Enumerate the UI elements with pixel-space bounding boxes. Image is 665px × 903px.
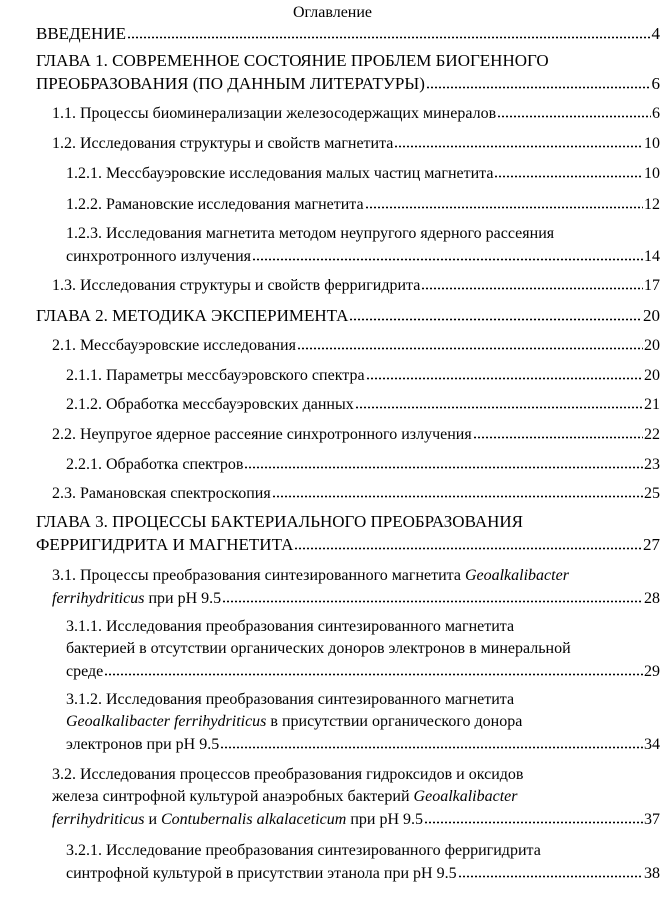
toc-page-number: 17 (644, 277, 660, 294)
leader-dots (458, 862, 643, 878)
toc-page-number: 38 (644, 865, 660, 882)
leader-dots (297, 334, 643, 350)
leader-dots (366, 364, 643, 380)
toc-entry-chapter-2[interactable] (36, 304, 660, 327)
toc-entry-text: ГЛАВА 1. СОВРЕМЕННОЕ СОСТОЯНИЕ ПРОБЛЕМ БИОГЕННОГО (36, 51, 549, 70)
leader-dots (494, 162, 643, 178)
leader-dots (394, 132, 643, 148)
leader-dots (252, 245, 643, 261)
toc-entry-2-3[interactable] (52, 482, 660, 505)
toc-entry-3-1-2[interactable] (66, 689, 660, 756)
toc-page-number: 23 (644, 456, 660, 473)
species-name: Geoalkalibacter (464, 567, 569, 584)
toc-entry-1-1[interactable] (52, 102, 660, 125)
toc-entry-text: ГЛАВА 2. МЕТОДИКА ЭКСПЕРИМЕНТА (36, 306, 349, 325)
species-name: Geoalkalibacter (413, 788, 518, 805)
toc-entry-text-cont: при pH 9.5 (144, 590, 222, 607)
toc-entry-text: 2.1.1. Параметры мессбауэровского спектра (66, 367, 365, 384)
toc-entry-2-2[interactable] (52, 423, 660, 446)
toc-entry-text: 1.2. Исследования структуры и свойств магнетита (52, 135, 394, 152)
toc-entry-text: 2.1.2. Обработка мессбауэровских данных (66, 396, 354, 413)
toc-entry-1-2-1[interactable] (66, 162, 660, 185)
leader-dots (426, 72, 651, 89)
toc-page-number: 22 (644, 426, 660, 443)
species-name: Contubernalis alkalaceticum (161, 811, 347, 828)
leader-dots (127, 22, 651, 39)
toc-entry-text-cont: бактерией в отсутствии органических доноров электронов в минеральной (66, 640, 571, 657)
toc-page-number: 21 (644, 396, 660, 413)
leader-dots (222, 587, 643, 603)
leader-dots (349, 304, 642, 321)
toc-page-number: 10 (644, 135, 660, 152)
leader-dots (497, 102, 651, 118)
toc-entry-text: 1.2.3. Исследования магнетита методом неупругого ядерного рассеяния (66, 225, 555, 242)
toc-page-number: 20 (644, 367, 660, 384)
toc-title: Оглавление (292, 4, 373, 21)
toc-entry-3-1[interactable] (52, 565, 660, 610)
toc-page-number: 4 (651, 24, 660, 43)
toc-page-number: 37 (644, 811, 660, 828)
toc-page-number: 6 (652, 105, 660, 122)
toc-entry-text: 3.1. Процессы преобразования синтезированного магнетита (52, 567, 461, 584)
toc-page-number: 14 (644, 248, 660, 265)
toc-entry-1-2-2[interactable] (66, 193, 660, 216)
toc-entry-text: 3.1.2. Исследования преобразования синтезированного магнетита (66, 691, 515, 708)
toc-entry-3-1-1[interactable] (66, 616, 660, 683)
toc-entry-text: 3.2.1. Исследование преобразования синтезированного ферригидрита (66, 842, 541, 859)
toc-page-number: 28 (644, 590, 660, 607)
toc-entry-chapter-1[interactable] (36, 50, 660, 95)
leader-dots (294, 533, 642, 550)
species-name: ferrihydriticus (52, 590, 145, 607)
leader-dots (365, 193, 643, 209)
toc-entry-text-cont: синхротронного излучения (66, 248, 251, 265)
toc-page-number: 27 (643, 535, 660, 554)
toc-entry-chapter-3[interactable] (36, 511, 660, 556)
toc-entry-introduction[interactable] (36, 22, 660, 45)
leader-dots (272, 482, 643, 498)
toc-entry-text: 3.2. Исследования процессов преобразования гидроксидов и оксидов (52, 766, 524, 783)
toc-entry-3-2-1[interactable] (66, 840, 660, 885)
toc-entry-2-2-1[interactable] (66, 453, 660, 476)
leader-dots (424, 808, 643, 824)
toc-entry-text-cont: железа синтрофной культурой анаэробных бактерий (52, 788, 410, 805)
toc-page-number: 29 (644, 663, 660, 680)
toc-page-number: 20 (644, 337, 660, 354)
leader-dots (355, 393, 643, 409)
toc-entry-1-3[interactable] (52, 274, 660, 297)
toc-entry-text-cont: синтрофной культурой в присутствии этанола при pH 9.5 (66, 865, 457, 882)
toc-entry-text: 1.3. Исследования структуры и свойств ферригидрита (52, 277, 421, 294)
toc-entry-text: ГЛАВА 3. ПРОЦЕССЫ БАКТЕРИАЛЬНОГО ПРЕОБРАЗОВАНИЯ (36, 512, 524, 531)
toc-entry-text: 1.2.1. Мессбауэровские исследования малых частиц магнетита (66, 165, 494, 182)
leader-dots (421, 274, 643, 290)
toc-entry-text: 3.1.1. Исследования преобразования синтезированного магнетита (66, 618, 515, 635)
toc-entry-text: 2.2.1. Обработка спектров (66, 456, 244, 473)
toc-entry-text-cont: ПРЕОБРАЗОВАНИЯ (ПО ДАННЫМ ЛИТЕРАТУРЫ) (36, 74, 425, 93)
leader-dots (220, 733, 643, 749)
toc-entry-text: 1.1. Процессы биоминерализации железосодержащих минералов (52, 105, 497, 122)
toc-entry-text: ВВЕДЕНИЕ (36, 24, 126, 43)
toc-page-number: 20 (643, 306, 660, 325)
toc-entry-text: 1.2.2. Рамановские исследования магнетита (66, 196, 364, 213)
toc-entry-text: 2.3. Рамановская спектроскопия (52, 485, 271, 502)
toc-page-number: 6 (651, 74, 660, 93)
toc-entry-2-1-1[interactable] (66, 364, 660, 387)
toc-page-number: 12 (644, 196, 660, 213)
toc-entry-1-2-3[interactable] (66, 223, 660, 268)
toc-entry-text-cont: электронов при pH 9.5 (66, 736, 220, 753)
toc-entry-2-1[interactable] (52, 334, 660, 357)
toc-entry-text-cont: и (144, 811, 161, 828)
toc-entry-text-cont: в присутствии органического донора (266, 713, 523, 730)
leader-dots (473, 423, 643, 439)
toc-page-number: 34 (644, 736, 660, 753)
species-name: ferrihydriticus (52, 811, 145, 828)
toc-page-number: 25 (644, 485, 660, 502)
toc-entry-text-cont: при pH 9.5 (346, 811, 423, 828)
leader-dots (244, 453, 643, 469)
toc-page-number: 10 (644, 165, 660, 182)
toc-entry-text: 2.2. Неупругое ядерное рассеяние синхротронного излучения (52, 426, 472, 443)
toc-entry-text: 2.1. Мессбауэровские исследования (52, 337, 296, 354)
leader-dots (104, 660, 643, 676)
toc-entry-2-1-2[interactable] (66, 393, 660, 416)
toc-entry-text-cont: среде (66, 663, 104, 680)
toc-entry-text-cont: ФЕРРИГИДРИТА И МАГНЕТИТА (36, 535, 294, 554)
species-name: Geoalkalibacter ferrihydriticus (66, 713, 267, 730)
toc-entry-3-2[interactable] (52, 764, 660, 831)
toc-entry-1-2[interactable] (52, 132, 660, 155)
